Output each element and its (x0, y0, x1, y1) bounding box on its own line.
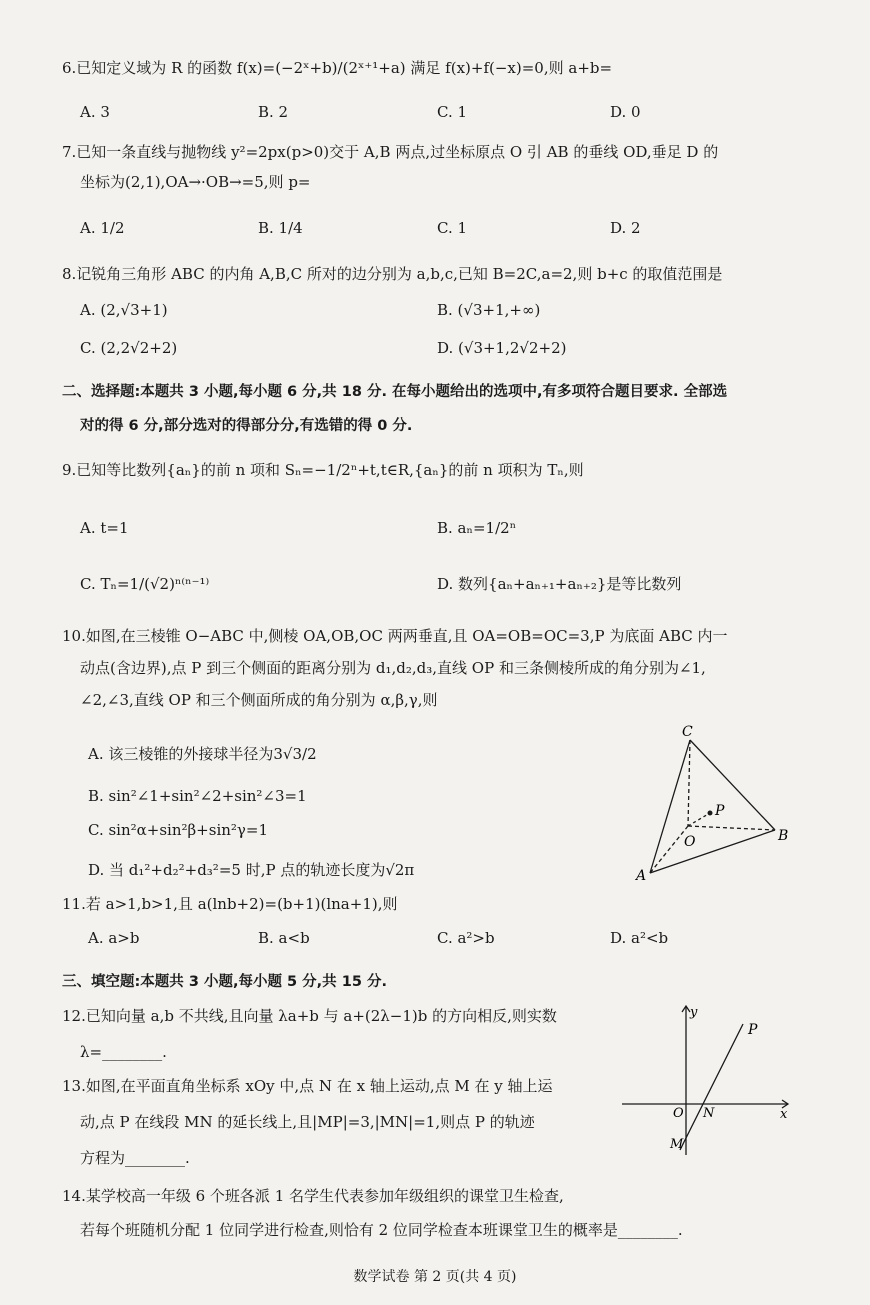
q7-option-c: C. 1 (437, 219, 468, 237)
q12-stem-line2: λ=________. (80, 1043, 167, 1061)
q8-option-c: C. (2,2√2+2) (80, 339, 178, 357)
q7-option-b: B. 1/4 (258, 219, 303, 237)
q7-stem-line2: 坐标为(2,1),OA→·OB→=5,则 p= (80, 173, 311, 191)
q9-stem: 9.已知等比数列{aₙ}的前 n 项和 Sₙ=−1/2ⁿ+t,t∈R,{aₙ}的前 n 项积为 Tₙ,则 (62, 461, 584, 479)
coord-label-m: M (670, 1137, 684, 1152)
q9-option-c: C. Tₙ=1/(√2)ⁿ⁽ⁿ⁻¹⁾ (80, 575, 210, 593)
pyramid-label-c: C (682, 724, 693, 740)
q9-option-b: B. aₙ=1/2ⁿ (437, 519, 517, 537)
q6-option-b: B. 2 (258, 103, 289, 121)
q7-stem-line1: 7.已知一条直线与抛物线 y²=2px(p>0)交于 A,B 两点,过坐标原点 O 引 AB 的垂线 OD,垂足 D 的 (62, 143, 719, 161)
q10-stem-line3: ∠2,∠3,直线 OP 和三个侧面所成的角分别为 α,β,γ,则 (80, 691, 438, 709)
q10-stem-line1: 10.如图,在三棱锥 O−ABC 中,侧棱 OA,OB,OC 两两垂直,且 OA=OB=OC=3,P 为底面 ABC 内一 (62, 627, 728, 645)
q7-option-d: D. 2 (610, 219, 641, 237)
q13-stem-line3: 方程为________. (80, 1149, 190, 1167)
section2-heading-line1: 二、选择题:本题共 3 小题,每小题 6 分,共 18 分. 在每小题给出的选项中,有多项符合题目要求. 全部选 (62, 384, 728, 400)
q10-option-c: C. sin²α+sin²β+sin²γ=1 (88, 821, 268, 839)
q10-option-d: D. 当 d₁²+d₂²+d₃²=5 时,P 点的轨迹长度为√2π (88, 861, 415, 879)
coord-label-y: y (690, 1005, 698, 1020)
q6-stem: 6.已知定义域为 R 的函数 f(x)=(−2ˣ+b)/(2ˣ⁺¹+a) 满足 f(x)+f(−x)=0,则 a+b= (62, 59, 613, 77)
q11-option-c: C. a²>b (437, 929, 495, 947)
q9-option-d: D. 数列{aₙ+aₙ₊₁+aₙ₊₂}是等比数列 (437, 575, 682, 593)
q6-option-c: C. 1 (437, 103, 468, 121)
pyramid-label-o: O (684, 834, 696, 850)
q10-stem-line2: 动点(含边界),点 P 到三个侧面的距离分别为 d₁,d₂,d₃,直线 OP 和三条侧棱所成的角分别为∠1, (80, 659, 706, 677)
pyramid-label-b: B (778, 828, 789, 844)
coord-label-o: O (673, 1106, 684, 1121)
coord-label-x: x (780, 1107, 788, 1122)
q13-stem-line2: 动,点 P 在线段 MN 的延长线上,且|MP|=3,|MN|=1,则点 P 的轨迹 (80, 1113, 535, 1131)
pyramid-label-p: P (715, 803, 725, 819)
section2-heading-line2: 对的得 6 分,部分选对的得部分分,有选错的得 0 分. (80, 418, 413, 434)
q8-option-a: A. (2,√3+1) (80, 301, 168, 319)
q7-option-a: A. 1/2 (80, 219, 125, 237)
q8-stem: 8.记锐角三角形 ABC 的内角 A,B,C 所对的边分别为 a,b,c,已知 B=2C,a=2,则 b+c 的取值范围是 (62, 265, 723, 283)
q14-stem-line1: 14.某学校高一年级 6 个班各派 1 名学生代表参加年级组织的课堂卫生检查, (62, 1187, 564, 1205)
q14-stem-line2: 若每个班随机分配 1 位同学进行检查,则恰有 2 位同学检查本班课堂卫生的概率是________. (80, 1221, 683, 1239)
q11-option-b: B. a<b (258, 929, 310, 947)
coord-label-n: N (703, 1106, 715, 1121)
q10-option-a: A. 该三棱锥的外接球半径为3√3/2 (88, 745, 317, 763)
q11-option-a: A. a>b (88, 929, 140, 947)
q6-option-d: D. 0 (610, 103, 641, 121)
section3-heading: 三、填空题:本题共 3 小题,每小题 5 分,共 15 分. (62, 974, 387, 990)
q10-option-b: B. sin²∠1+sin²∠2+sin²∠3=1 (88, 787, 307, 805)
q12-stem-line1: 12.已知向量 a,b 不共线,且向量 λa+b 与 a+(2λ−1)b 的方向相反,则实数 (62, 1007, 557, 1025)
page-footer: 数学试卷 第 2 页(共 4 页) (353, 1269, 517, 1285)
q6-option-a: A. 3 (80, 103, 110, 121)
q9-option-a: A. t=1 (80, 519, 129, 537)
q11-option-d: D. a²<b (610, 929, 669, 947)
pyramid-figure (630, 718, 800, 883)
q8-option-d: D. (√3+1,2√2+2) (437, 339, 567, 357)
pyramid-label-a: A (636, 868, 647, 883)
q8-option-b: B. (√3+1,+∞) (437, 301, 541, 319)
coord-label-p: P (748, 1022, 758, 1038)
q13-stem-line1: 13.如图,在平面直角坐标系 xOy 中,点 N 在 x 轴上运动,点 M 在 y 轴上运 (62, 1077, 553, 1095)
coordinate-figure (618, 1000, 798, 1160)
q11-stem: 11.若 a>1,b>1,且 a(lnb+2)=(b+1)(lna+1),则 (62, 895, 398, 913)
